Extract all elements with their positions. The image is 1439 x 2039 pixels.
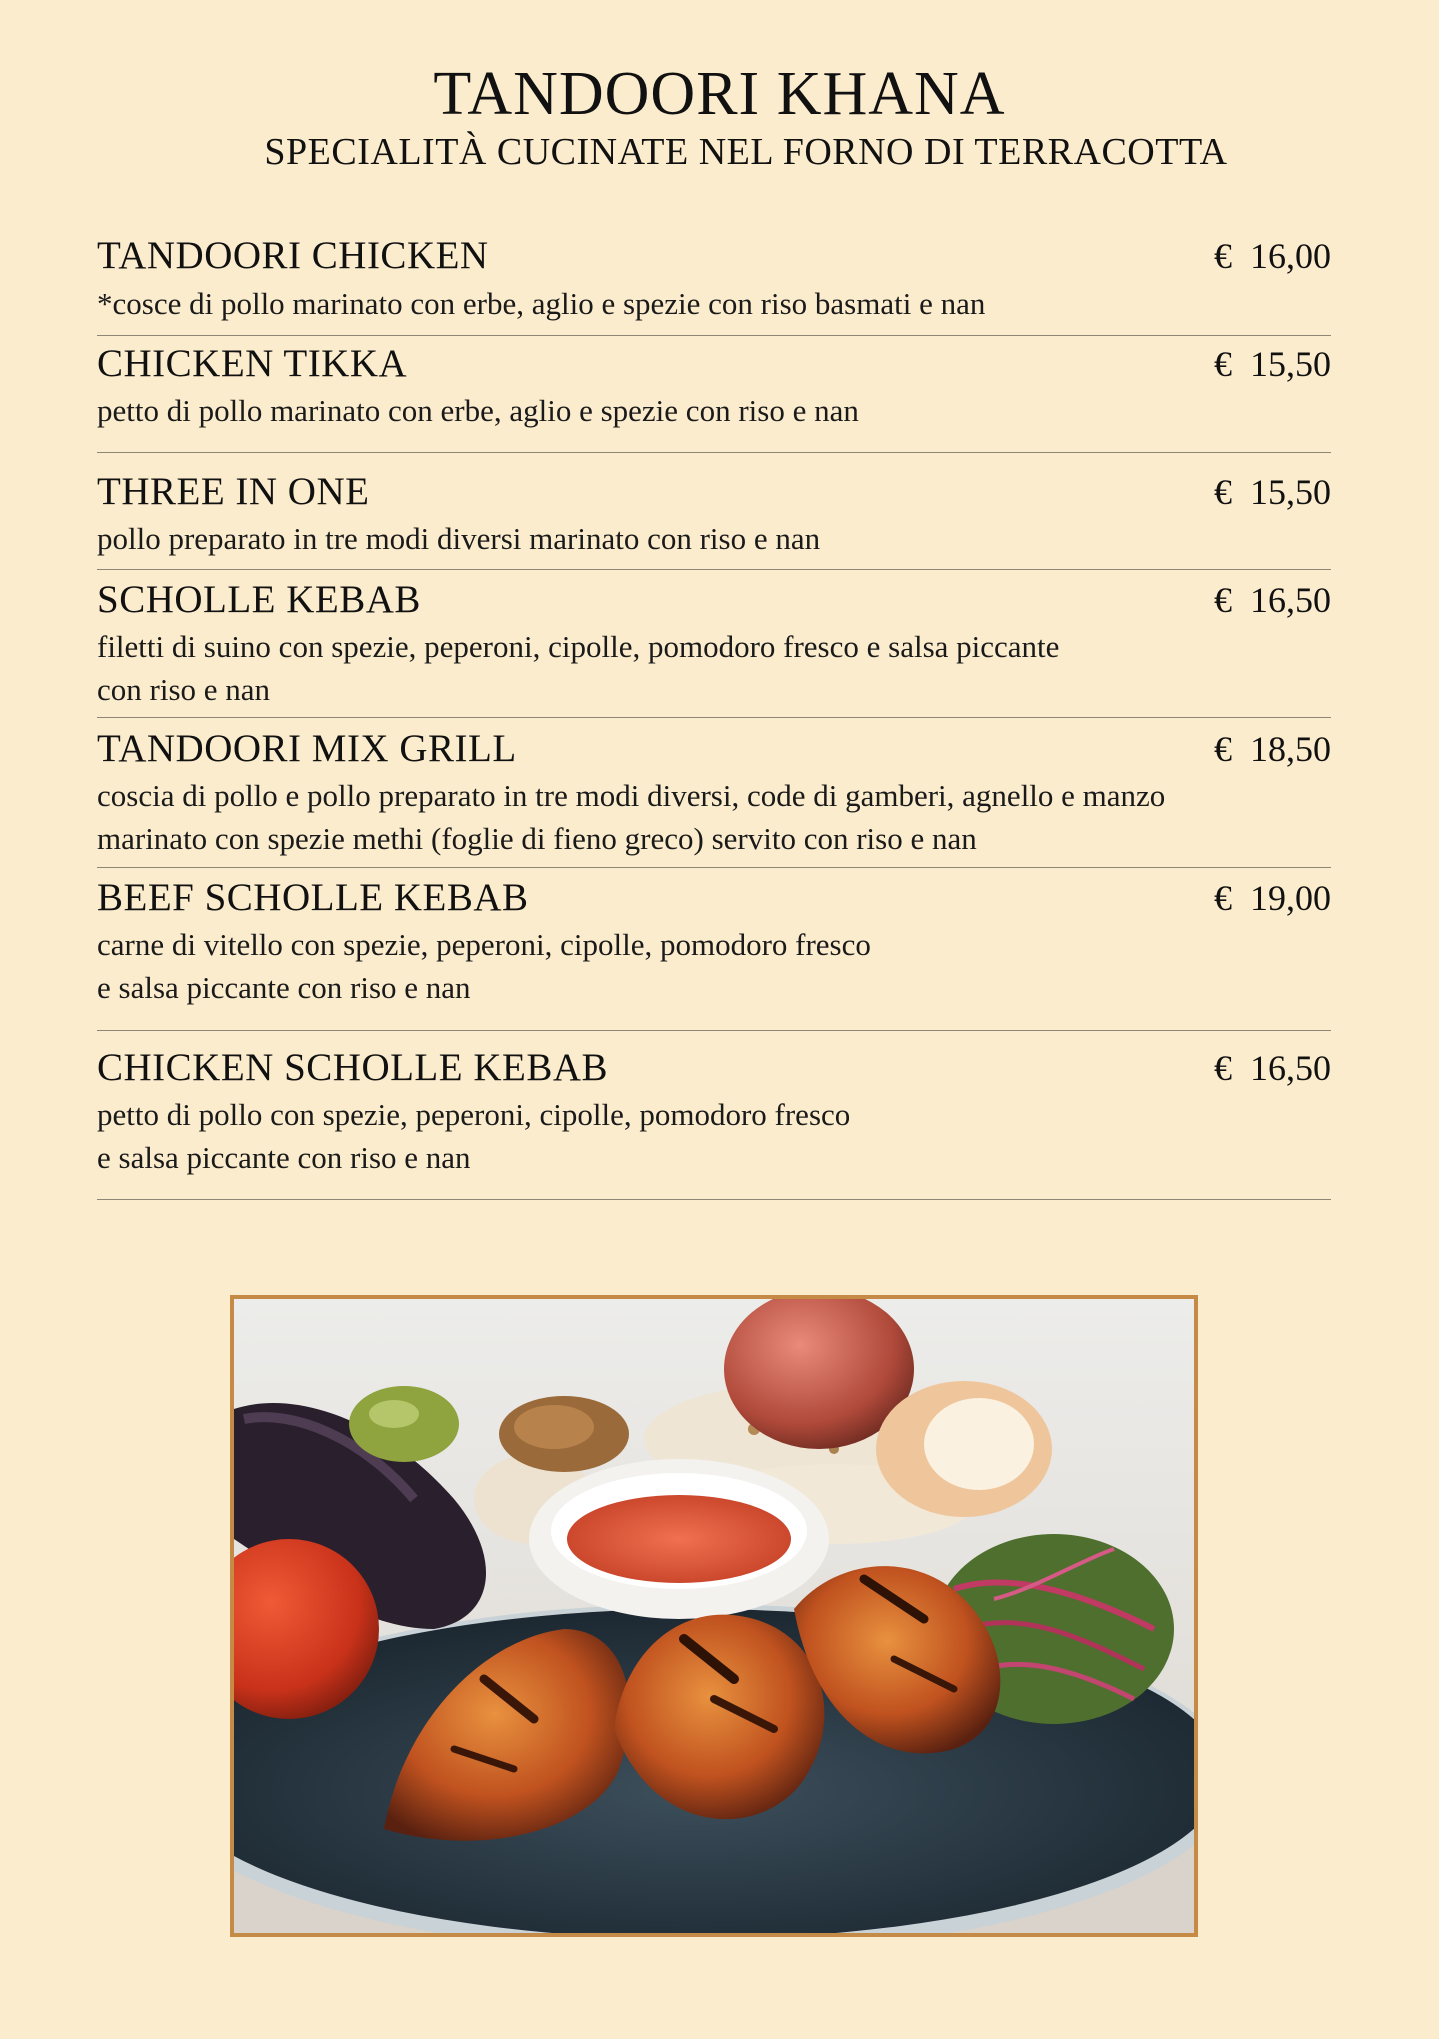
page-subtitle: SPECIALITÀ CUCINATE NEL FORNO DI TERRACOTTA	[264, 131, 1228, 173]
menu-item-price: € 18,50	[1214, 729, 1331, 769]
menu-item-price: € 15,50	[1214, 344, 1331, 384]
menu-item-name: BEEF SCHOLLE KEBAB	[97, 876, 529, 919]
menu-item-name: CHICKEN TIKKA	[97, 342, 408, 385]
menu-item-description: carne di vitello con spezie, peperoni, cipolle, pomodoro fresco e salsa piccante con riso e nan	[97, 927, 871, 1005]
menu-item-description: pollo preparato in tre modi diversi marinato con riso e nan	[97, 521, 821, 556]
menu-item-name: THREE IN ONE	[97, 470, 370, 513]
menu-item-price: € 16,00	[1214, 236, 1331, 276]
menu-item-description: petto di pollo marinato con erbe, aglio e spezie con riso e nan	[97, 393, 859, 428]
menu-item-name: TANDOORI CHICKEN	[97, 234, 489, 277]
menu-item-price: € 19,00	[1214, 878, 1331, 918]
menu-item	[97, 453, 1331, 570]
menu-item-name: SCHOLLE KEBAB	[97, 578, 421, 621]
menu-item	[97, 1031, 1331, 1200]
menu-item-price: € 16,50	[1214, 1048, 1331, 1088]
menu-item	[97, 718, 1331, 868]
menu-item-description: coscia di pollo e pollo preparato in tre modi diversi, code di gamberi, agnello e manzo marinato con spezie methi (foglie di fieno greco) servito con riso e nan	[97, 778, 1166, 856]
menu-item-description: *cosce di pollo marinato con erbe, aglio e spezie con riso basmati e nan	[97, 286, 986, 321]
menu-item-description: petto di pollo con spezie, peperoni, cipolle, pomodoro fresco e salsa piccante con riso e nan	[97, 1097, 851, 1175]
menu-item-description: filetti di suino con spezie, peperoni, cipolle, pomodoro fresco e salsa piccante con riso e nan	[97, 629, 1060, 707]
menu-item-name: TANDOORI MIX GRILL	[97, 727, 517, 770]
page-title: TANDOORI KHANA	[433, 60, 1006, 128]
menu-item	[97, 868, 1331, 1031]
food-photo	[230, 1295, 1198, 1937]
menu-item-price: € 15,50	[1214, 472, 1331, 512]
menu-item-price: € 16,50	[1214, 580, 1331, 620]
menu-item	[97, 336, 1331, 453]
tandoori-platter-illustration	[234, 1299, 1194, 1933]
menu-item	[97, 226, 1331, 336]
menu-list	[97, 226, 1331, 1200]
menu-item-name: CHICKEN SCHOLLE KEBAB	[97, 1046, 609, 1089]
menu-item	[97, 570, 1331, 718]
